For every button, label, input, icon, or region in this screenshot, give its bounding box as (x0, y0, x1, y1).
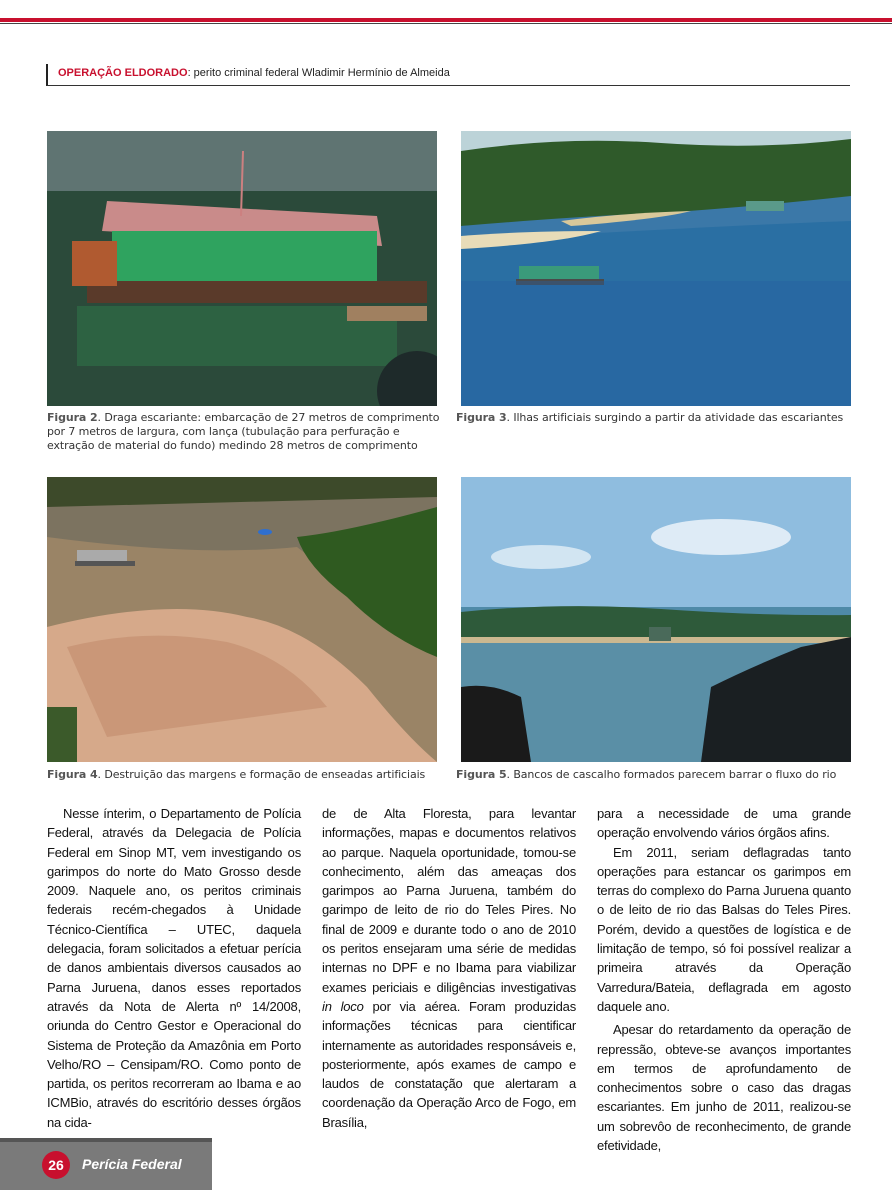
figure-2-label: Figura 2 (47, 411, 98, 424)
running-header (46, 64, 850, 86)
figure-2-photo (47, 131, 437, 406)
top-red-rule (0, 18, 892, 22)
figure-2-text: . Draga escariante: embarcação de 27 metros de comprimento por 7 metros de largura, com lança (tubulação para perfuração e extração de material do fundo) medindo 28 metros de comprimento (47, 411, 440, 452)
col2-text-a: de de Alta Floresta, para levantar informações, mapas e documentos relativos ao parque. Naquela oportunidade, tomou-se conhecimento, além das ameaças dos garimpos ao Parna Juruena, também do garimpo de leito de rio do Teles Pires. No final de 2009 e durante todo o ano de 2010 os peritos ensejaram uma série de medidas internas no DPF e no Ibama para viabilizar exames periciais e diligências investigativas (322, 806, 576, 995)
figure-5-text: . Bancos de cascalho formados parecem barrar o fluxo do rio (506, 768, 837, 781)
figure-4-caption (47, 768, 442, 782)
section-title: OPERAÇÃO ELDORADO (58, 67, 188, 79)
figure-5-caption (456, 768, 851, 782)
figure-3-photo (461, 131, 851, 406)
body-column-3 (597, 804, 851, 1155)
col2-text-b: por via aérea. Foram produzidas informações técnicas para cientificar internamente as autoridades responsáveis e, posteriormente, após exames de campo e laudos de constatação que alertaram a coordenação da Operação Arco de Fogo, em Brasília, (322, 998, 576, 1130)
col2-paragraph-1 (322, 804, 576, 1132)
col3-paragraph-1: para a necessidade de uma grande operação envolvendo vários órgãos afins. (597, 806, 851, 841)
col1-paragraph-1: Nesse ínterim, o Departamento de Polícia Federal, através da Delegacia de Polícia Federal em Sinop MT, vem investigando os garimpos do norte do Mato Grosso desde 2009. Naquele ano, os peritos criminais federais recém-chegados à Unidade Técnico-Científica – UTEC, daquela delegacia, foram solicitados a efetuar perícia de danos ambientais diversos causados ao Parna Juruena, danos esses reportados através da Nota de Alerta nº 14/2008, oriunda do Centro Gestor e Operacional do Sistema de Proteção da Amazônia em Porto Velho/RO – Censipam/RO. Como ponto de partida, os peritos recorreram ao Ibama e ao ICMBio, através do escritório desses órgãos na cida- (47, 806, 301, 1130)
col3-paragraph-3: Apesar do retardamento da operação de repressão, obteve-se avanços importantes em termos de aprofundamento de conhecimentos sobre o caso das dragas escariantes. Em junho de 2011, realizou-se um sobrevôo de reconhecimento, de grande efetividade, (597, 1022, 851, 1154)
magazine-title: Perícia Federal (82, 1156, 182, 1172)
body-column-1 (47, 804, 301, 1132)
col2-italic-phrase: in loco (322, 998, 364, 1014)
figure-4-label: Figura 4 (47, 768, 98, 781)
author-byline: : perito criminal federal Wladimir Hermínio de Almeida (187, 67, 450, 79)
figure-3-text: . Ilhas artificiais surgindo a partir da atividade das escariantes (506, 411, 844, 424)
body-column-2 (322, 804, 576, 1132)
figure-4-text: . Destruição das margens e formação de enseadas artificiais (97, 768, 426, 781)
figure-5-label: Figura 5 (456, 768, 507, 781)
figure-3-label: Figura 3 (456, 411, 507, 424)
figure-5-photo (461, 477, 851, 762)
figure-4-photo (47, 477, 437, 762)
col3-paragraph-2: Em 2011, seriam deflagradas tanto operações para estancar os garimpos em terras do complexo do Parna Juruena quanto o de leito de rio das Balsas do Teles Pires. Porém, devido a questões de logística e de limitação de tempo, só foi possível realizar a primeira através da Operação Varredura/Bateia, deflagrada em agosto daquele ano. (597, 844, 851, 1014)
figure-2-caption (47, 411, 442, 453)
top-dark-rule (0, 23, 892, 24)
figure-3-caption (456, 411, 851, 425)
page-number: 26 (42, 1151, 70, 1179)
